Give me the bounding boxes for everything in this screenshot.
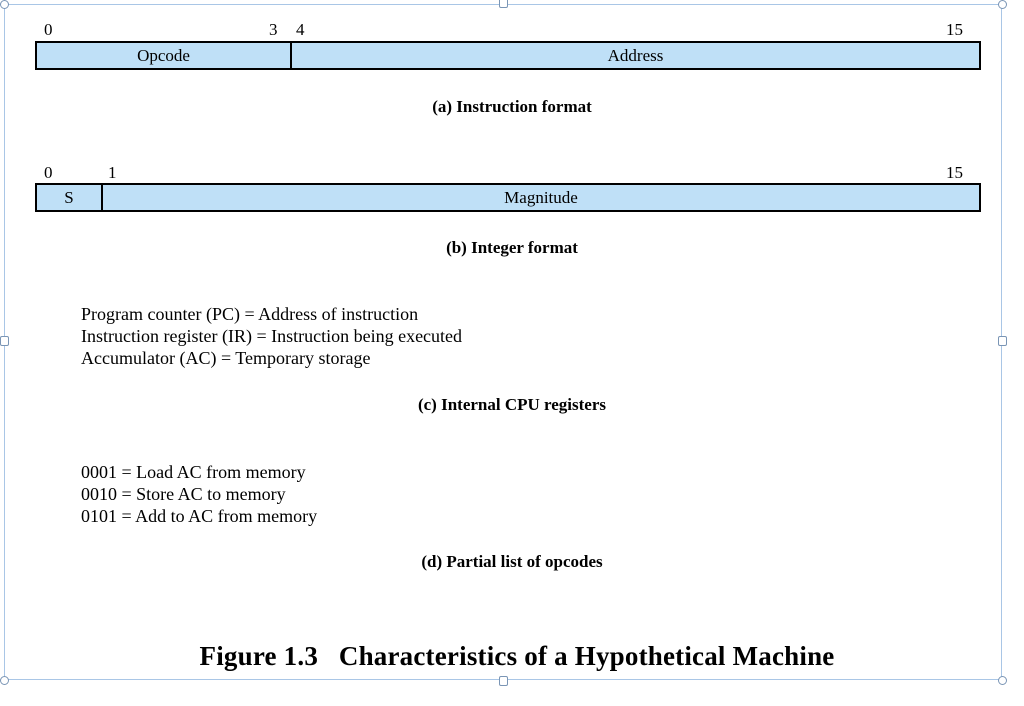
resize-handle-middle-left[interactable] bbox=[0, 336, 9, 346]
figure-title: Figure 1.3 Characteristics of a Hypothetical Machine bbox=[199, 641, 835, 671]
opcode-field: Opcode bbox=[37, 43, 290, 68]
opcodes-caption: (d) Partial list of opcodes bbox=[421, 552, 603, 571]
integer-format-section bbox=[0, 164, 1024, 184]
resize-handle-bottom-left[interactable] bbox=[0, 676, 9, 685]
register-line: Program counter (PC) = Address of instruction bbox=[81, 304, 419, 324]
resize-handle-top-center[interactable] bbox=[499, 0, 508, 8]
opcode-line: 0010 = Store AC to memory bbox=[81, 484, 286, 504]
bit-label: 15 bbox=[946, 20, 963, 39]
instruction-format-bar bbox=[35, 41, 981, 70]
integer-format-bar bbox=[35, 183, 981, 212]
bit-label: 1 bbox=[108, 163, 117, 182]
opcode-line: 0001 = Load AC from memory bbox=[81, 462, 306, 482]
register-line: Accumulator (AC) = Temporary storage bbox=[81, 348, 371, 368]
resize-handle-middle-right[interactable] bbox=[998, 336, 1007, 346]
integer-format-caption: (b) Integer format bbox=[446, 238, 578, 257]
address-field: Address bbox=[290, 43, 979, 68]
bit-label: 15 bbox=[946, 163, 963, 182]
opcode-line: 0101 = Add to AC from memory bbox=[81, 506, 318, 526]
bit-label: 0 bbox=[44, 163, 53, 182]
registers-caption: (c) Internal CPU registers bbox=[417, 395, 607, 414]
instruction-format-caption: (a) Instruction format bbox=[432, 97, 592, 116]
bit-label: 3 bbox=[269, 20, 278, 39]
opcode-list bbox=[81, 461, 317, 527]
magnitude-field: Magnitude bbox=[101, 185, 979, 210]
resize-handle-top-right[interactable] bbox=[998, 0, 1007, 9]
resize-handle-bottom-right[interactable] bbox=[998, 676, 1007, 685]
bit-label: 0 bbox=[44, 20, 53, 39]
register-line: Instruction register (IR) = Instruction being executed bbox=[81, 326, 463, 346]
sign-field: S bbox=[37, 185, 101, 210]
bit-label: 4 bbox=[296, 20, 305, 39]
resize-handle-bottom-center[interactable] bbox=[499, 676, 508, 686]
resize-handle-top-left[interactable] bbox=[0, 0, 9, 9]
register-list bbox=[81, 303, 462, 369]
